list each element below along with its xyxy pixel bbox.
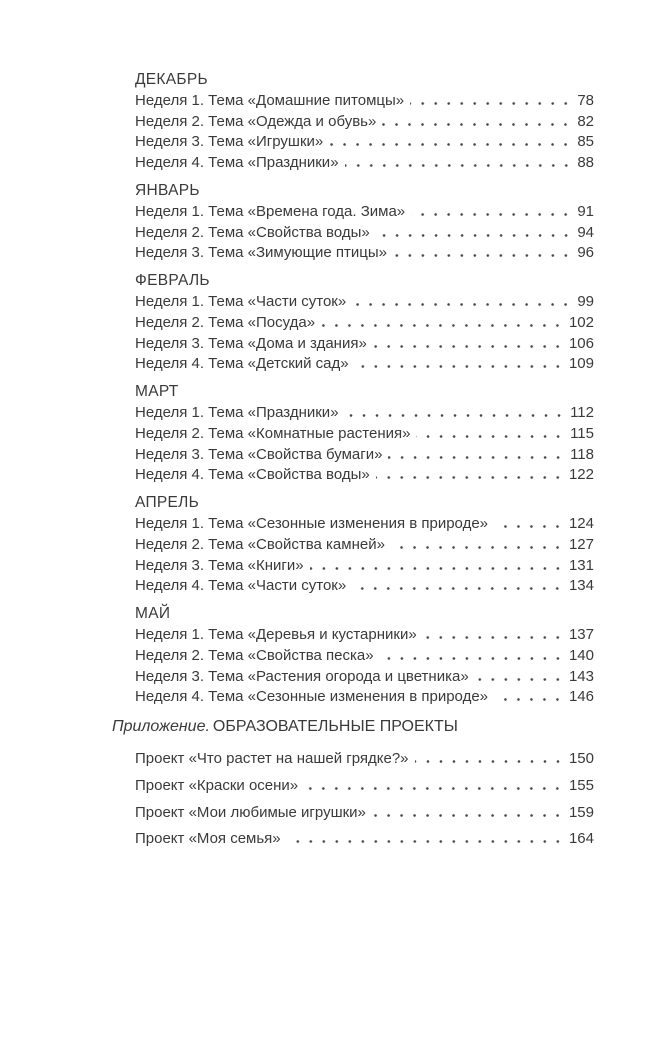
dot-leader — [373, 345, 564, 348]
toc-entry — [135, 535, 594, 556]
toc-entry — [135, 829, 594, 850]
toc-entry-page: 150 — [568, 749, 594, 767]
toc-entry-page: 106 — [568, 334, 594, 352]
month-heading: ДЕКАБРЬ — [135, 71, 208, 88]
toc-entry-label: Неделя 4. Тема «Детский сад» — [135, 355, 349, 373]
dot-leader — [345, 164, 573, 167]
toc-entry-page: 109 — [568, 355, 594, 373]
toc-entry — [135, 445, 594, 466]
toc-entry-page: 122 — [568, 466, 594, 484]
toc-entry — [135, 556, 594, 577]
dot-leader — [376, 234, 573, 237]
toc-entry-page: 164 — [568, 830, 594, 848]
dot-leader — [380, 657, 564, 660]
toc-entry-label: Неделя 3. Тема «Свойства бумаги» — [135, 445, 383, 463]
toc-entry — [135, 424, 594, 445]
month-heading: МАРТ — [135, 383, 179, 401]
month-entries — [135, 403, 594, 486]
toc-entry-page: 88 — [577, 154, 594, 172]
toc-entry — [135, 132, 594, 153]
toc-month-section — [135, 271, 594, 375]
toc-entry-page: 140 — [568, 646, 594, 664]
toc-entry-page: 124 — [568, 514, 594, 532]
dot-leader — [494, 525, 564, 528]
toc-entry-label: Неделя 1. Тема «Сезонные изменения в природе» — [135, 514, 489, 532]
toc-entry-label: Неделя 4. Тема «Части суток» — [135, 577, 347, 595]
toc-entry — [135, 576, 594, 597]
toc-entry-label: Неделя 4. Тема «Свойства воды» — [135, 466, 370, 484]
dot-leader — [423, 636, 564, 639]
toc-entry-page: 78 — [577, 91, 594, 109]
toc-entry — [135, 313, 594, 334]
toc-entry-label: Неделя 1. Тема «Деревья и кустарники» — [135, 625, 417, 643]
toc-sections — [135, 70, 594, 708]
month-heading: МАЙ — [135, 605, 171, 623]
dot-leader — [372, 814, 564, 817]
toc-entry-label: Проект «Мои любимые игрушки» — [135, 803, 366, 821]
toc-entry-label: Неделя 1. Тема «Праздники» — [135, 403, 339, 421]
toc-month-section — [135, 181, 594, 264]
toc-entry-label: Неделя 3. Тема «Зимующие птицы» — [135, 244, 387, 262]
toc-entry-page: 102 — [568, 313, 594, 331]
toc-entry — [135, 153, 594, 174]
toc-entry-label: Неделя 1. Тема «Части суток» — [135, 292, 347, 310]
toc-entry-label: Неделя 2. Тема «Свойства воды» — [135, 223, 370, 241]
toc-entry-page: 137 — [568, 625, 594, 643]
dot-leader — [352, 303, 572, 306]
toc-entry — [135, 202, 594, 223]
toc-month-section — [135, 604, 594, 708]
toc-entry-label: Неделя 4. Тема «Праздники» — [135, 154, 339, 172]
toc-entry-page: 118 — [570, 445, 594, 463]
month-entries — [135, 514, 594, 597]
toc-entry — [135, 667, 594, 688]
dot-leader — [410, 102, 572, 105]
toc-month-section — [135, 493, 594, 597]
toc-entry — [135, 334, 594, 355]
dot-leader — [345, 414, 566, 417]
toc-entry-label: Проект «Моя семья» — [135, 830, 281, 848]
toc-entry-page: 134 — [568, 577, 594, 595]
toc-entry-page: 131 — [568, 556, 594, 574]
toc-entry — [135, 687, 594, 708]
dot-leader — [494, 698, 564, 701]
dot-leader — [391, 546, 564, 549]
toc-entry — [135, 646, 594, 667]
appendix-label: Приложение. — [112, 718, 210, 736]
toc-entry-label: Неделя 4. Тема «Сезонные изменения в природе» — [135, 688, 489, 706]
month-heading: АПРЕЛЬ — [135, 494, 200, 512]
dot-leader — [352, 587, 564, 590]
toc-entry-page: 155 — [568, 776, 594, 794]
dot-leader — [416, 435, 565, 438]
dot-leader — [376, 476, 564, 479]
toc-entry-page: 85 — [577, 133, 594, 151]
toc-entry-page: 99 — [577, 292, 594, 310]
toc-entry-page: 82 — [577, 112, 594, 130]
dot-leader — [388, 456, 565, 459]
toc-entry-page: 159 — [568, 803, 594, 821]
toc-entry — [135, 223, 594, 244]
dot-leader — [355, 365, 564, 368]
month-entries — [135, 202, 594, 264]
toc-entry-page: 96 — [577, 244, 594, 262]
dot-leader — [287, 840, 564, 843]
toc-entry — [135, 243, 594, 264]
toc-entry — [135, 803, 594, 824]
toc-entry-page: 94 — [577, 223, 594, 241]
appendix-title: ОБРАЗОВАТЕЛЬНЫЕ ПРОЕКТЫ — [212, 718, 458, 736]
toc-entry-label: Проект «Что растет на нашей грядке?» — [135, 749, 409, 767]
toc-entry — [135, 91, 594, 112]
toc-entry-label: Неделя 2. Тема «Комнатные растения» — [135, 424, 411, 442]
toc-entry-label: Неделя 2. Тема «Свойства камней» — [135, 535, 385, 553]
toc-entry-page: 127 — [568, 535, 594, 553]
appendix-entries — [135, 749, 594, 850]
toc-entry-label: Неделя 2. Тема «Одежда и обувь» — [135, 112, 377, 130]
toc-entry-label: Неделя 2. Тема «Свойства песка» — [135, 646, 374, 664]
toc-entry — [135, 292, 594, 313]
dot-leader — [382, 123, 572, 126]
toc-entry — [135, 403, 594, 424]
toc-entry — [135, 749, 594, 770]
dot-leader — [393, 254, 572, 257]
toc-entry — [135, 465, 594, 486]
toc-entry-page: 143 — [568, 667, 594, 685]
toc-entry-page: 115 — [570, 424, 594, 442]
month-heading: ФЕВРАЛЬ — [135, 272, 210, 290]
toc-entry — [135, 514, 594, 535]
toc-entry-label: Неделя 3. Тема «Игрушки» — [135, 133, 324, 151]
toc-entry-label: Неделя 3. Тема «Книги» — [135, 556, 304, 574]
month-entries — [135, 292, 594, 375]
dot-leader — [304, 787, 564, 790]
toc-entry — [135, 776, 594, 797]
toc-entry-page: 112 — [570, 403, 594, 421]
toc-entry-label: Неделя 1. Тема «Домашние питомцы» — [135, 91, 405, 109]
toc-month-section — [135, 382, 594, 486]
month-entries — [135, 91, 594, 174]
toc-entry-label: Проект «Краски осени» — [135, 776, 299, 794]
toc-entry-label: Неделя 2. Тема «Посуда» — [135, 313, 316, 331]
toc-entry — [135, 112, 594, 133]
toc-entry-page: 146 — [568, 688, 594, 706]
toc-month-section — [135, 70, 594, 174]
toc-entry — [135, 354, 594, 375]
dot-leader — [321, 324, 564, 327]
dot-leader — [475, 678, 564, 681]
dot-leader — [411, 213, 572, 216]
appendix-heading — [112, 717, 594, 738]
toc-entry-label: Неделя 3. Тема «Растения огорода и цветника» — [135, 667, 469, 685]
toc-entry-label: Неделя 1. Тема «Времена года. Зима» — [135, 202, 406, 220]
dot-leader — [310, 567, 564, 570]
toc-entry — [135, 625, 594, 646]
dot-leader — [329, 143, 572, 146]
month-entries — [135, 625, 594, 708]
dot-leader — [415, 760, 564, 763]
toc-entry-label: Неделя 3. Тема «Дома и здания» — [135, 334, 367, 352]
month-heading: ЯНВАРЬ — [135, 181, 200, 199]
toc-entry-page: 91 — [577, 202, 594, 220]
